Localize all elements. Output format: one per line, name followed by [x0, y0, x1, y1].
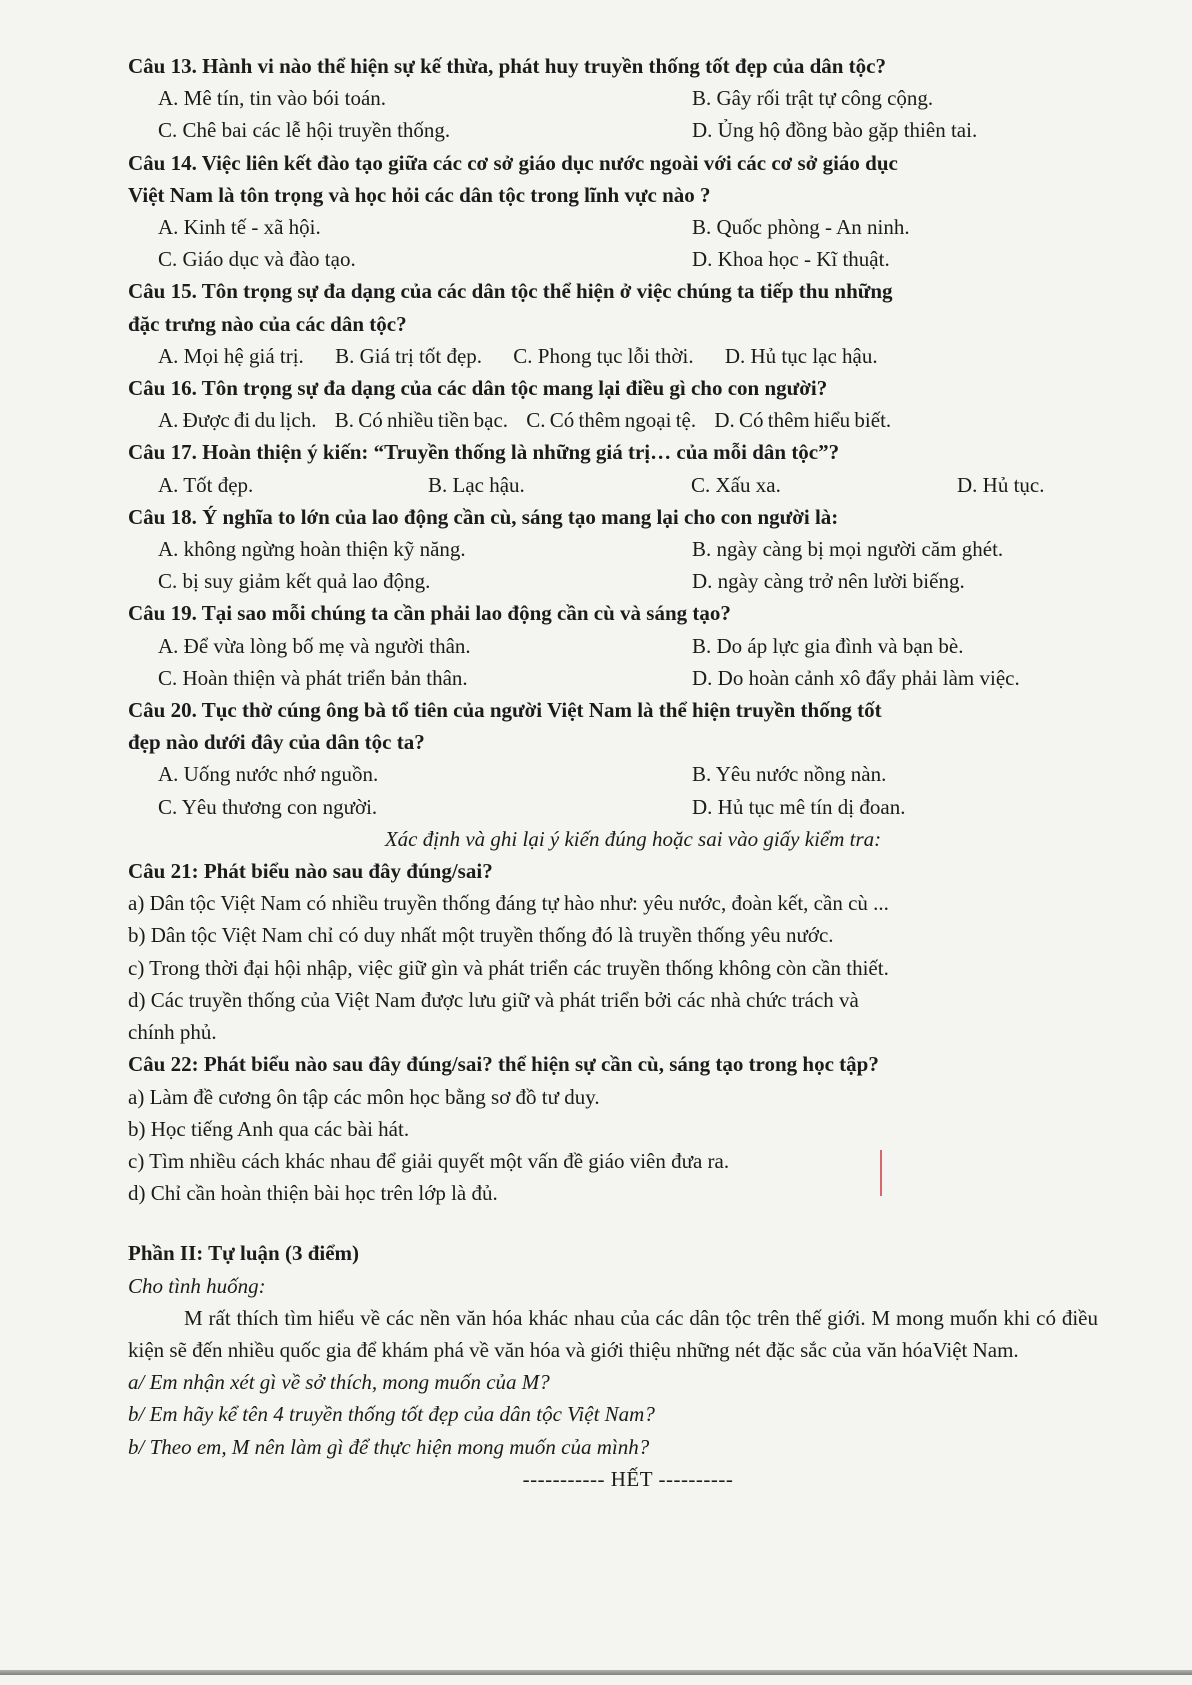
true-false-instruction: Xác định và ghi lại ý kiến đúng hoặc sai vào giấy kiểm tra: [384, 826, 882, 851]
question-15-options [128, 340, 1098, 372]
scan-edge-line [0, 1670, 1192, 1675]
statement-d-line1: d) Các truyền thống của Việt Nam được lưu giữ và phát triển bởi các nhà chức trách và [128, 987, 859, 1012]
option-b: B. Yêu nước nồng nàn. [692, 762, 887, 787]
statement-b: b) Dân tộc Việt Nam chỉ có duy nhất một truyền thống đó là truyền thống yêu nước. [128, 923, 834, 948]
question-16-stem: Câu 16. Tôn trọng sự đa dạng của các dân tộc mang lại điều gì cho con người? [128, 376, 828, 401]
option-d: D. Khoa học - Kĩ thuật. [692, 247, 890, 272]
scenario-text: M rất thích tìm hiểu về các nền văn hóa khác nhau của các dân tộc trên thế giới. M mong muốn khi có điều kiện sẽ đến nhiều quốc gia để khám phá về văn hóa và giới thiệu những nét đặc sắc của văn hóaViệt Nam. [128, 1305, 1098, 1362]
question-14-stem-line2: Việt Nam là tôn trọng và học hỏi các dân tộc trong lĩnh vực nào ? [128, 182, 711, 207]
part-2-heading: Phần II: Tự luận (3 điểm) [128, 1241, 360, 1266]
option-b: B. Gây rối trật tự công cộng. [692, 86, 934, 111]
option-a: A. Mọi hệ giá trị. [158, 343, 304, 368]
question-18-stem: Câu 18. Ý nghĩa to lớn của lao động cần cù, sáng tạo mang lại cho con người là: [128, 504, 839, 529]
option-d: D. Hủ tục mê tín dị đoan. [692, 794, 906, 819]
option-c: C. Chê bai các lễ hội truyền thống. [158, 118, 451, 143]
option-d: D. Hủ tục. [957, 472, 1045, 497]
statement-c: c) Tìm nhiều cách khác nhau để giải quyết một vấn đề giáo viên đưa ra. [128, 1148, 730, 1173]
option-b: B. Giá trị tốt đẹp. [335, 343, 483, 368]
question-18-options [128, 533, 1098, 597]
question-15-stem-line2: đặc trưng nào của các dân tộc? [128, 311, 407, 336]
question-15-stem-line1: Câu 15. Tôn trọng sự đa dạng của các dân tộc thể hiện ở việc chúng ta tiếp thu những [128, 279, 893, 304]
question-19-options [128, 630, 1098, 694]
option-d: D. Ủng hộ đồng bào gặp thiên tai. [692, 118, 978, 143]
option-d: D. ngày càng trở nên lười biếng. [692, 569, 965, 594]
question-14-options [128, 211, 1098, 275]
end-marker: ----------- HẾT ---------- [522, 1466, 734, 1491]
option-d: D. Có thêm hiểu biết. [714, 408, 892, 433]
option-c: C. Phong tục lỗi thời. [513, 343, 694, 368]
option-c: C. Yêu thương con người. [158, 794, 378, 819]
option-b: B. Có nhiều tiền bạc. [334, 408, 509, 433]
question-20-options [128, 758, 1098, 822]
option-c: C. Hoàn thiện và phát triển bản thân. [158, 665, 468, 690]
option-b: B. ngày càng bị mọi người căm ghét. [692, 537, 1004, 562]
option-b: B. Lạc hậu. [428, 472, 525, 497]
option-c: C. Giáo dục và đào tạo. [158, 247, 356, 272]
option-a: A. Kinh tế - xã hội. [158, 215, 321, 240]
option-b: B. Quốc phòng - An ninh. [692, 215, 910, 240]
question-17-options [128, 469, 1098, 501]
option-a: A. Uống nước nhớ nguồn. [158, 762, 379, 787]
statement-d: d) Chỉ cần hoàn thiện bài học trên lớp là đủ. [128, 1181, 498, 1206]
statement-d-line2: chính phủ. [128, 1020, 217, 1045]
scenario-intro: Cho tình huống: [128, 1273, 266, 1298]
option-a: A. Được đi du lịch. [158, 408, 317, 433]
option-a: A. không ngừng hoàn thiện kỹ năng. [158, 537, 466, 562]
option-c: C. Xấu xa. [691, 472, 781, 497]
question-22-stem: Câu 22: Phát biểu nào sau đây đúng/sai? thể hiện sự cần cù, sáng tạo trong học tập? [128, 1052, 879, 1077]
statement-b: b) Học tiếng Anh qua các bài hát. [128, 1116, 410, 1141]
statement-a: a) Làm đề cương ôn tập các môn học bằng sơ đồ tư duy. [128, 1084, 600, 1109]
question-19-stem: Câu 19. Tại sao mỗi chúng ta cần phải lao động cần cù và sáng tạo? [128, 601, 731, 626]
question-16-options [128, 404, 1098, 436]
option-b: B. Do áp lực gia đình và bạn bè. [692, 633, 964, 658]
essay-question-b: b/ Em hãy kể tên 4 truyền thống tốt đẹp của dân tộc Việt Nam? [128, 1402, 655, 1427]
option-a: A. Tốt đẹp. [158, 472, 254, 497]
statement-a: a) Dân tộc Việt Nam có nhiều truyền thống đáng tự hào như: yêu nước, đoàn kết, cần cù ... [128, 891, 889, 916]
question-13-options [128, 82, 1098, 146]
exam-content [128, 50, 1098, 1495]
option-c: C. Có thêm ngoại tệ. [526, 408, 697, 433]
pen-mark [880, 1150, 882, 1196]
option-a: A. Mê tín, tin vào bói toán. [158, 86, 387, 111]
option-c: C. bị suy giảm kết quả lao động. [158, 569, 431, 594]
option-d: D. Do hoàn cảnh xô đẩy phải làm việc. [692, 665, 1020, 690]
question-13-stem: Câu 13. Hành vi nào thể hiện sự kế thừa, phát huy truyền thống tốt đẹp của dân tộc? [128, 54, 886, 78]
question-21-stem: Câu 21: Phát biểu nào sau đây đúng/sai? [128, 859, 493, 884]
statement-c: c) Trong thời đại hội nhập, việc giữ gìn và phát triển các truyền thống không còn cần thiết. [128, 955, 889, 980]
essay-question-a: a/ Em nhận xét gì về sở thích, mong muốn của M? [128, 1370, 550, 1395]
question-20-stem-line2: đẹp nào dưới đây của dân tộc ta? [128, 730, 425, 755]
question-17-stem: Câu 17. Hoàn thiện ý kiến: “Truyền thống là những giá trị… của mỗi dân tộc”? [128, 440, 840, 465]
question-14-stem-line1: Câu 14. Việc liên kết đào tạo giữa các cơ sở giáo dục nước ngoài với các cơ sở giáo dục [128, 150, 898, 175]
essay-question-c: b/ Theo em, M nên làm gì để thực hiện mong muốn của mình? [128, 1434, 650, 1459]
option-d: D. Hủ tục lạc hậu. [724, 343, 878, 368]
option-a: A. Để vừa lòng bố mẹ và người thân. [158, 633, 471, 658]
question-20-stem-line1: Câu 20. Tục thờ cúng ông bà tổ tiên của người Việt Nam là thể hiện truyền thống tốt [128, 698, 882, 723]
